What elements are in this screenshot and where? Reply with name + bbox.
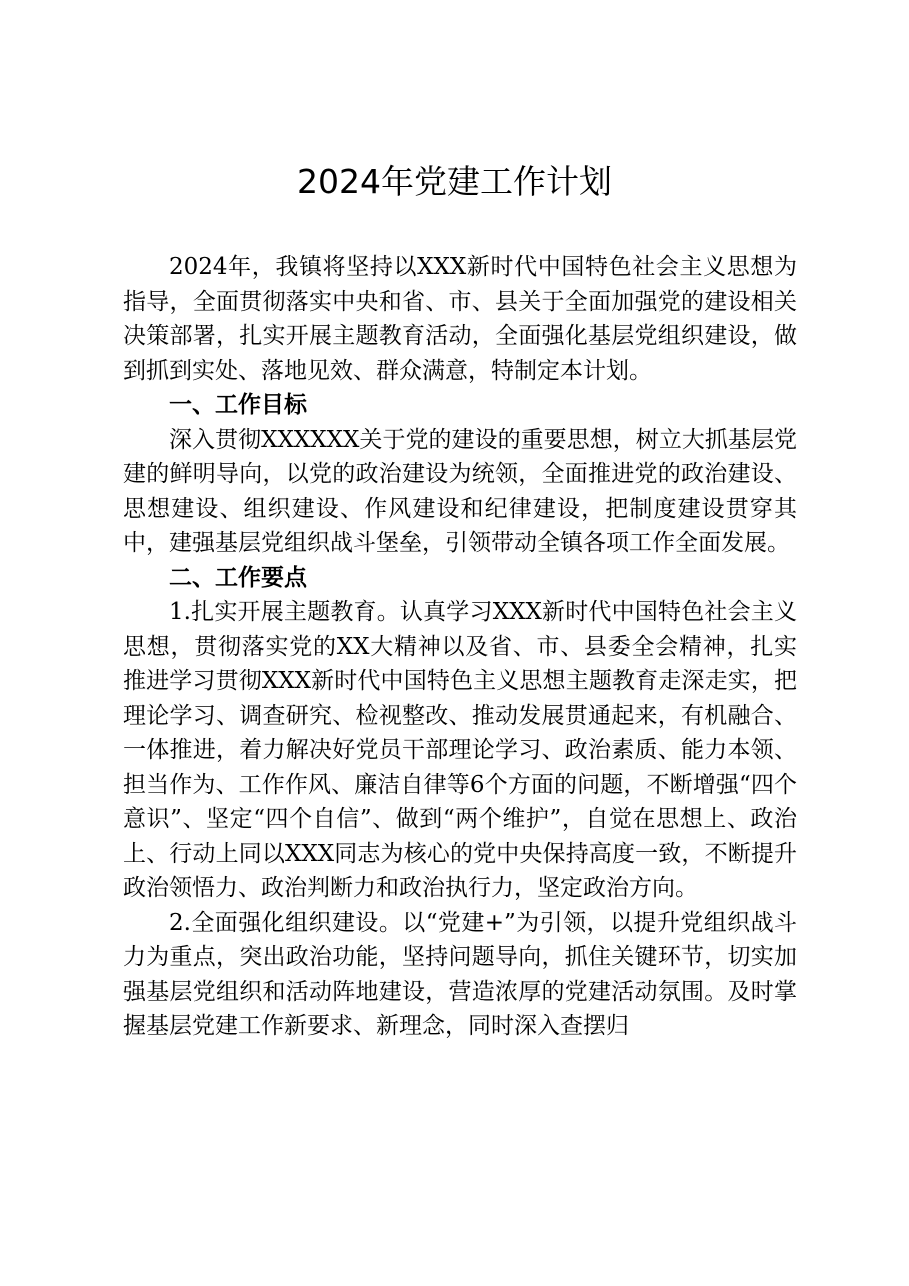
section-heading-key-points: 二、工作要点 [169, 564, 307, 591]
document-title: 2024年党建工作计划 [297, 162, 612, 201]
key-point-2-paragraph: 2.全面强化组织建设。以“党建+”为引领，以提升党组织战斗力为重点，突出政治功能，坚持问题导向，抓住关键环节，切实加强基层党组织和活动阵地建设，营造浓厚的党建活动氛围。及时掌握基层党建工作新要求、新理念，同时深入查摆归 [123, 909, 797, 1039]
intro-paragraph: 2024年，我镇将坚持以XXX新时代中国特色社会主义思想为指导，全面贯彻落实中央和省、市、县关于全面加强党的建设相关决策部署，扎实开展主题教育活动，全面强化基层党组织建设，做到抓到实处、落地见效、群众满意，特制定本计划。 [123, 254, 797, 384]
document-body [123, 250, 797, 1044]
key-point-1-paragraph: 1.扎实开展主题教育。认真学习XXX新时代中国特色社会主义思想，贯彻落实党的XX大精神以及省、市、县委全会精神，扎实推进学习贯彻XXX新时代中国特色主义思想主题教育走深走实，把理论学习、调查研究、检视整改、推动发展贯通起来，有机融合、一体推进，着力解决好党员干部理论学习、政治素质、能力本领、担当作为、工作作风、廉洁自律等6个方面的问题，不断增强“四个意识”、坚定“四个自信”、做到“两个维护”，自觉在思想上、政治上、行动上同以XXX同志为核心的党中央保持高度一致，不断提升政治领悟力、政治判断力和政治执行力，坚定政治方向。 [123, 599, 797, 901]
section-heading-goals: 一、工作目标 [169, 392, 307, 418]
goals-paragraph: 深入贯彻XXXXXX关于党的建设的重要思想，树立大抓基层党建的鲜明导向，以党的政治建设为统领，全面推进党的政治建设、思想建设、组织建设、作风建设和纪律建设，把制度建设贯穿其中，建强基层党组织战斗堡垒，引领带动全镇各项工作全面发展。 [123, 426, 797, 556]
